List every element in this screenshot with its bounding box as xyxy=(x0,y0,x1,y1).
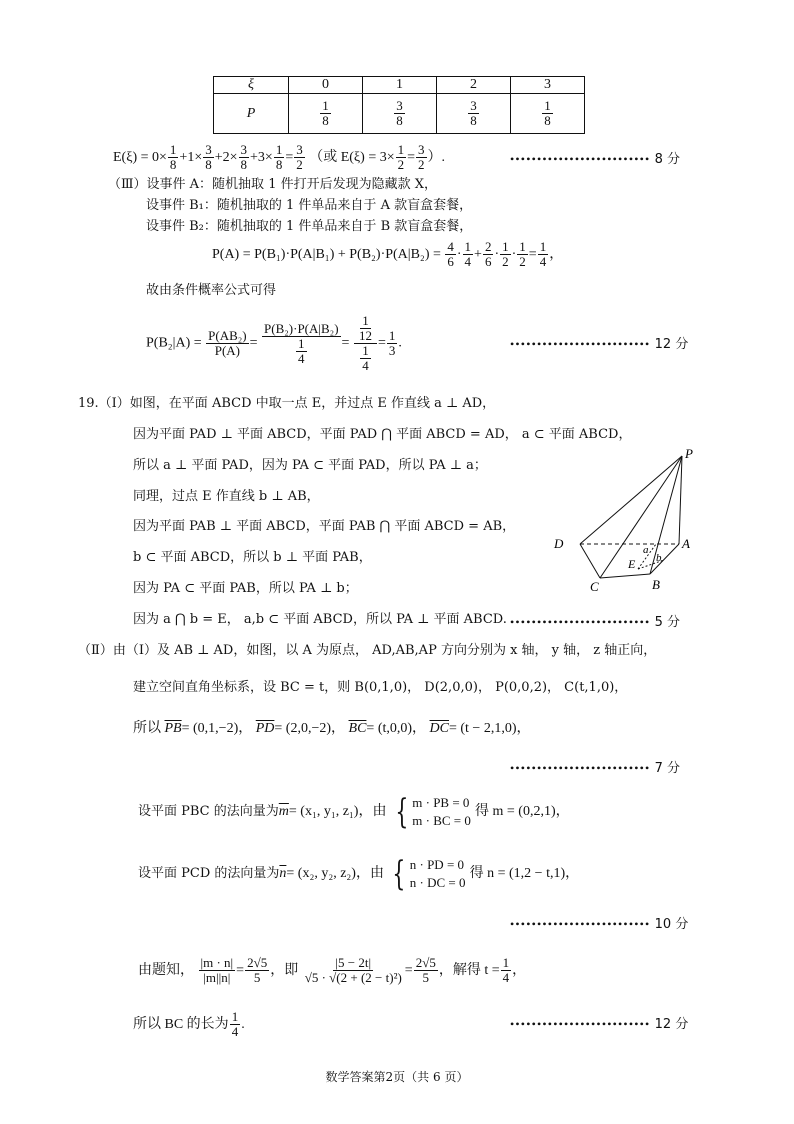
score-line: •••••••••••••••••••••••••• 8 分 xyxy=(510,152,681,167)
score-line: •••••••••••••••••••••••••• 5 分 xyxy=(510,615,681,630)
edge-dc xyxy=(580,544,600,578)
q19-line-2: 因为平面 PAD ⊥ 平面 ABCD，平面 PAD ⋂ 平面 ABCD = AD， a ⊂ 平面 ABCD， xyxy=(133,427,632,442)
table-cell: $\frac{1}{8}$ xyxy=(511,94,585,134)
table-header-xi: ξ xyxy=(214,77,289,94)
label-line-b: b xyxy=(656,552,662,564)
edge-pb xyxy=(650,456,682,574)
normal-vector-pbc: 设平面 PBC 的法向量为$\overline{m}= (x_1$, y₁, z₁)，由 { m · PB = 0 m · BC = 0 得 m = (0,2,1)， xyxy=(138,791,570,832)
label-c: C xyxy=(590,579,599,594)
cosine-equation: 由题知， $\frac{|m \cdot n|}{|m||n|}$ = $\frac{2√5}{5}$ ，即 $\frac{|5 - 2t|}{\text{√5 · √(2 + (2 − t)²)}}$ = $\frac{2√5}{5}$ ，解得 t = $\frac{1}{4}$ ， xyxy=(138,955,527,986)
pyramid-figure xyxy=(548,446,708,596)
label-b: B xyxy=(652,577,660,592)
label-e: E xyxy=(628,557,636,571)
table-row xyxy=(214,77,585,94)
table-row xyxy=(214,94,585,134)
q19-line-1: 19.（Ⅰ）如图，在平面 ABCD 中取一点 E，并过点 E 作直线 a ⊥ AD， xyxy=(78,396,496,411)
label-p: P xyxy=(685,446,693,461)
label-a: A xyxy=(682,536,690,551)
part2-line-2: 建立空间直角坐标系，设 BC = t，则 B(0,1,0)， D(2,0,0)， P(0,0,2)， C(t,1,0)， xyxy=(133,680,628,695)
q19-line-5: 因为平面 PAB ⊥ 平面 ABCD，平面 PAB ⋂ 平面 ABCD = AB， xyxy=(133,519,516,534)
direction-vectors: 所以 $\overline{PB}= (0,1,-2)$， $\overline{PD}= (2,0,-2)$， $\overline{BC}= (t,0,0)$， $\overline{DC}= (t - 2,1,0)$， xyxy=(133,721,531,736)
conditional-intro: 故由条件概率公式可得 xyxy=(146,283,277,298)
table-cell: 2 xyxy=(437,77,511,94)
normal-vector-pcd: 设平面 PCD 的法向量为$\overline{n}= (x_2$, y₂, z₂)，由 { n · PD = 0 n · DC = 0 得 n = (1,2 − t,1)， xyxy=(138,853,580,894)
q19-line-4: 同理，过点 E 作直线 b ⊥ AB， xyxy=(133,489,320,504)
table-cell: 3 xyxy=(511,77,585,94)
page-footer: 数学答案第2页（共 6 页） xyxy=(325,1070,469,1084)
edge-pd xyxy=(580,456,682,544)
score-line: •••••••••••••••••••••••••• 12 分 xyxy=(510,337,689,352)
score-line: •••••••••••••••••••••••••• 12 分 xyxy=(510,1017,689,1032)
table-cell: 1 xyxy=(363,77,437,94)
label-line-a: a xyxy=(643,544,649,556)
total-probability-formula: P(A) = P(B₁)·P(A|B₁) + P(B₂)·P(A|B₂) = $\frac{4}{6}$ · $\frac{1}{4}$ + $\frac{2}{6}$ · $\frac{1}{2}$ · $\frac{1}{2}$ = $\frac{1}{4}$ ， xyxy=(212,239,564,270)
q19-line-6: b ⊂ 平面 ABCD，所以 b ⊥ 平面 PAB， xyxy=(133,550,372,565)
conditional-probability-formula: P(B₂|A) = $\frac{\text{P(AB₂)}}{P(A)}$ = $\frac{\text{P(B₂)·P(A|B₂)}}{\frac{1}{4}}$ = $\frac{\frac{1}{12}}{\frac{1}{4}}$ = $\frac{1}{3}$ . xyxy=(146,313,402,373)
bc-length-conclusion: 所以 BC 的长为 $\frac{1}{4}$ . xyxy=(133,1009,245,1040)
event-a-definition: （Ⅲ）设事件 A：随机抽取 1 件打开后发现为隐藏款 X， xyxy=(108,177,437,192)
part2-line-1: （Ⅱ）由（Ⅰ）及 AB ⊥ AD，如图，以 A 为原点， AD,AB,AP 方向分别为 x 轴， y 轴， z 轴正向， xyxy=(78,643,657,658)
table-cell: 0 xyxy=(289,77,363,94)
distribution-table xyxy=(213,76,585,134)
event-b2-definition: 设事件 B₂：随机抽取的 1 件单品来自于 B 款盲盒套餐， xyxy=(146,219,473,234)
score-line: •••••••••••••••••••••••••• 7 分 xyxy=(510,761,681,776)
table-cell: $\frac{1}{8}$ xyxy=(289,94,363,134)
q19-line-3: 所以 a ⊥ 平面 PAD，因为 PA ⊂ 平面 PAD，所以 PA ⊥ a； xyxy=(133,458,487,473)
table-cell: $\frac{3}{8}$ xyxy=(437,94,511,134)
edge-cb xyxy=(600,574,650,578)
table-cell: $\frac{3}{8}$ xyxy=(363,94,437,134)
edge-pa xyxy=(679,456,682,544)
label-d: D xyxy=(554,536,564,551)
expectation-formula: E(ξ) = 0× $\frac{1}{8}$ +1× $\frac{3}{8}$ +2× $\frac{3}{8}$ +3× $\frac{1}{8}$ = $\frac{3}{2}$ （或 E(ξ) = 3× $\frac{1}{2}$ = $\frac{3}{2}$ ）. xyxy=(113,142,446,173)
event-b1-definition: 设事件 B₁：随机抽取的 1 件单品来自于 A 款盲盒套餐， xyxy=(146,198,473,213)
score-line: •••••••••••••••••••••••••• 10 分 xyxy=(510,917,689,932)
q19-line-7: 因为 PA ⊂ 平面 PAB，所以 PA ⊥ b； xyxy=(133,581,358,596)
edge-pc xyxy=(600,456,682,578)
table-header-p: P xyxy=(214,94,289,134)
q19-line-8: 因为 a ⋂ b = E， a,b ⊂ 平面 ABCD，所以 PA ⊥ 平面 ABCD. xyxy=(133,612,507,627)
